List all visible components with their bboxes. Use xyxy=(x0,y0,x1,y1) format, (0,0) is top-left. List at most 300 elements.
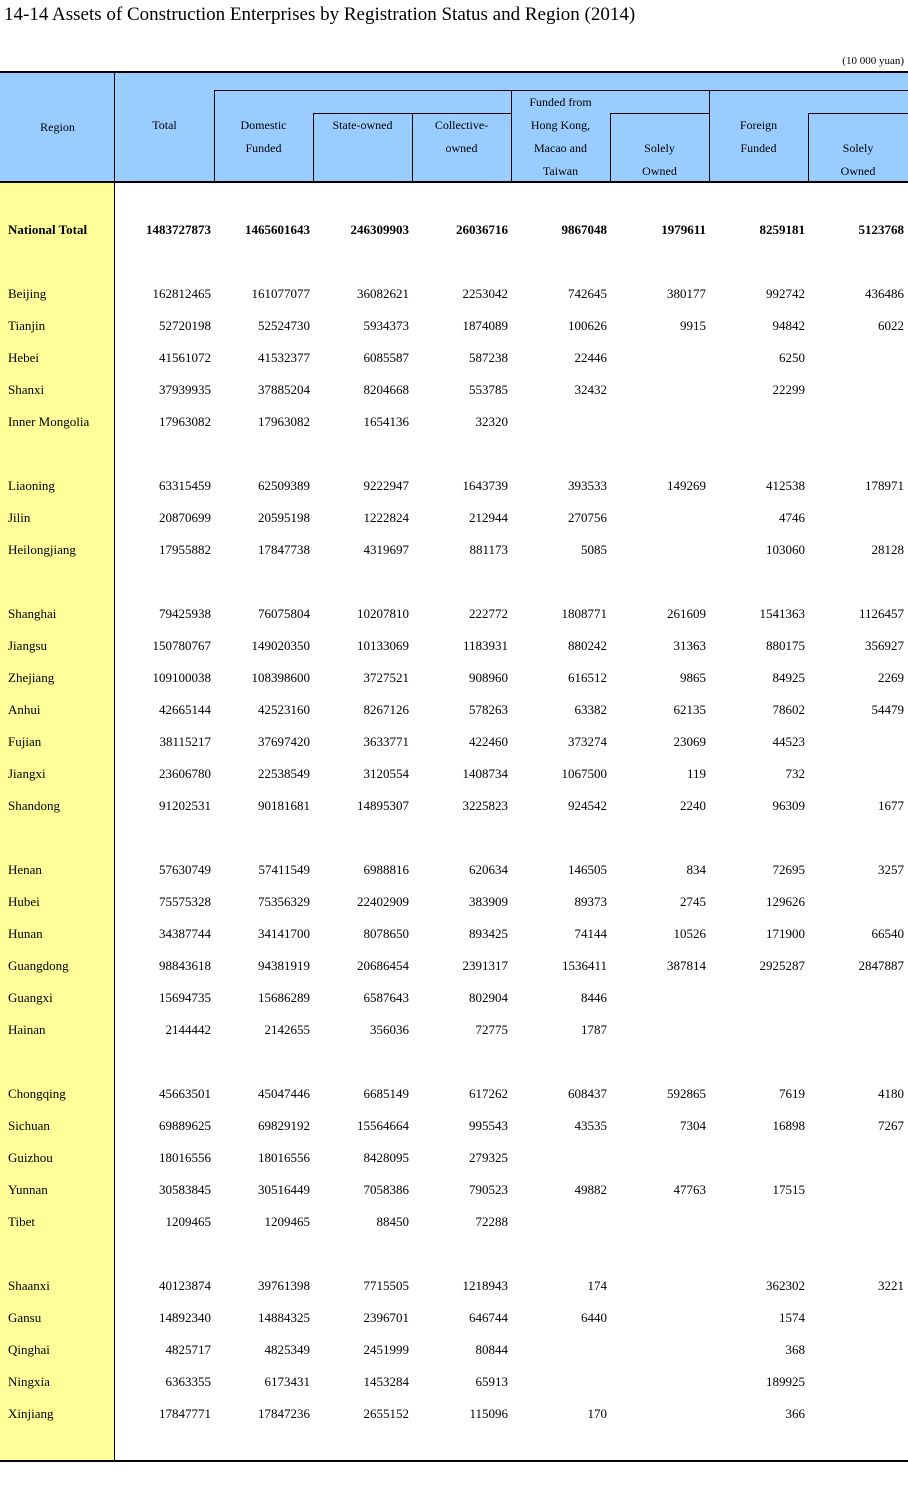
header-domestic-1: Domestic xyxy=(240,118,287,132)
table-row xyxy=(0,606,908,626)
header-foreign-2: Funded xyxy=(740,141,777,155)
table-cell: 3633771 xyxy=(363,734,409,749)
table-row xyxy=(0,990,908,1010)
table-cell: 9867048 xyxy=(561,222,607,237)
table-cell: 150780767 xyxy=(152,638,211,653)
table-row xyxy=(0,702,908,722)
table-cell: 37697420 xyxy=(258,734,310,749)
table-cell: 8428095 xyxy=(363,1150,409,1165)
region-column-background xyxy=(0,182,115,1460)
table-cell: 15694735 xyxy=(159,990,211,1005)
table-cell: 52720198 xyxy=(159,318,211,333)
table-cell: 1874089 xyxy=(462,318,508,333)
table-cell: 270756 xyxy=(568,510,607,525)
table-cell: 1536411 xyxy=(561,958,607,973)
table-cell: 30516449 xyxy=(258,1182,310,1197)
table-cell: 7715505 xyxy=(363,1278,409,1293)
header-total: Total xyxy=(152,118,177,132)
table-row xyxy=(0,510,908,530)
table-row xyxy=(0,734,908,754)
table-cell: 17515 xyxy=(772,1182,805,1197)
header-collective-2: owned xyxy=(445,141,478,155)
table-cell: 2745 xyxy=(680,894,706,909)
table-cell: 4825349 xyxy=(264,1342,310,1357)
header-foreign-solely-1: Solely xyxy=(842,141,874,155)
table-cell: 63382 xyxy=(574,702,607,717)
table-cell: 103060 xyxy=(766,542,805,557)
table-row xyxy=(0,542,908,562)
header-line xyxy=(808,113,908,114)
header-hmt-3: Macao and xyxy=(534,141,587,155)
region-name: Gansu xyxy=(8,1310,42,1325)
table-cell: 992742 xyxy=(766,286,805,301)
table-cell: 6988816 xyxy=(363,862,409,877)
table-cell: 20686454 xyxy=(357,958,409,973)
table-cell: 80844 xyxy=(475,1342,508,1357)
region-name: Sichuan xyxy=(8,1118,50,1133)
table-cell: 373274 xyxy=(568,734,607,749)
header-rule xyxy=(0,181,908,183)
table-row xyxy=(0,286,908,306)
table-row xyxy=(0,926,908,946)
table-cell: 356036 xyxy=(370,1022,409,1037)
region-name: Anhui xyxy=(8,702,41,717)
table-cell: 834 xyxy=(686,862,706,877)
table-cell: 9865 xyxy=(680,670,706,685)
table-cell: 20870699 xyxy=(159,510,211,525)
header-foreign-1: Foreign xyxy=(739,118,778,132)
table-cell: 1209465 xyxy=(264,1214,310,1229)
table-cell: 49882 xyxy=(574,1182,607,1197)
table-cell: 368 xyxy=(785,1342,805,1357)
table-cell: 79425938 xyxy=(159,606,211,621)
table-row xyxy=(0,1374,908,1394)
national-total-row xyxy=(0,222,908,242)
region-name: Jiangsu xyxy=(8,638,47,653)
table-row xyxy=(0,478,908,498)
table-cell: 8446 xyxy=(581,990,607,1005)
table-cell: 2655152 xyxy=(363,1406,409,1421)
table-cell: 42523160 xyxy=(258,702,310,717)
table-cell: 790523 xyxy=(469,1182,508,1197)
table-row xyxy=(0,894,908,914)
header-hmt-2: Hong Kong, xyxy=(530,118,591,132)
header-collective-1: Collective- xyxy=(434,118,489,132)
table-cell: 45047446 xyxy=(258,1086,310,1101)
table-cell: 62135 xyxy=(673,702,706,717)
table-cell: 380177 xyxy=(667,286,706,301)
table-cell: 74144 xyxy=(574,926,607,941)
table-cell: 2253042 xyxy=(462,286,508,301)
region-name: Beijing xyxy=(8,286,47,301)
table-cell: 9222947 xyxy=(363,478,409,493)
table-cell: 1654136 xyxy=(363,414,409,429)
table-cell: 75356329 xyxy=(258,894,310,909)
table-cell: 3225823 xyxy=(462,798,508,813)
header-line xyxy=(610,113,709,114)
table-cell: 6440 xyxy=(581,1310,607,1325)
header-domestic-2: Funded xyxy=(245,141,282,155)
table-cell: 108398600 xyxy=(251,670,310,685)
table-cell: 1643739 xyxy=(462,478,508,493)
table-cell: 10526 xyxy=(673,926,706,941)
table-cell: 89373 xyxy=(574,894,607,909)
region-name: Hainan xyxy=(8,1022,46,1037)
region-name: Guizhou xyxy=(8,1150,53,1165)
table-cell: 69829192 xyxy=(258,1118,310,1133)
table-cell: 1574 xyxy=(779,1310,805,1325)
table-cell: 3257 xyxy=(878,862,904,877)
region-name: Liaoning xyxy=(8,478,55,493)
table-cell: 1541363 xyxy=(759,606,805,621)
table-cell: 43535 xyxy=(574,1118,607,1133)
region-name: National Total xyxy=(8,222,88,237)
table-cell: 2391317 xyxy=(462,958,508,973)
table-cell: 995543 xyxy=(469,1118,508,1133)
table-cell: 1067500 xyxy=(561,766,607,781)
table-row xyxy=(0,1342,908,1362)
table-cell: 2925287 xyxy=(759,958,805,973)
table-cell: 189925 xyxy=(766,1374,805,1389)
table-cell: 2847887 xyxy=(858,958,904,973)
table-row xyxy=(0,1182,908,1202)
table-cell: 5085 xyxy=(581,542,607,557)
table-cell: 2396701 xyxy=(363,1310,409,1325)
table-row xyxy=(0,318,908,338)
table-cell: 1408734 xyxy=(462,766,508,781)
table-cell: 5934373 xyxy=(363,318,409,333)
table-cell: 2142655 xyxy=(264,1022,310,1037)
table-cell: 7619 xyxy=(779,1086,805,1101)
table-cell: 42665144 xyxy=(159,702,211,717)
table-cell: 170 xyxy=(587,1406,607,1421)
table-row xyxy=(0,638,908,658)
table-cell: 84925 xyxy=(772,670,805,685)
table-cell: 1787 xyxy=(581,1022,607,1037)
table-cell: 366 xyxy=(785,1406,805,1421)
bottom-rule xyxy=(0,1460,908,1462)
table-cell: 96309 xyxy=(772,798,805,813)
table-cell: 18016556 xyxy=(258,1150,310,1165)
region-name: Shanxi xyxy=(8,382,45,397)
table-cell: 174 xyxy=(587,1278,607,1293)
region-name: Qinghai xyxy=(8,1342,50,1357)
table-cell: 15564664 xyxy=(357,1118,409,1133)
region-name: Xinjiang xyxy=(8,1406,54,1421)
table-cell: 22402909 xyxy=(357,894,409,909)
region-name: Fujian xyxy=(8,734,42,749)
region-name: Zhejiang xyxy=(8,670,55,685)
table-row xyxy=(0,1406,908,1426)
table-cell: 69889625 xyxy=(159,1118,211,1133)
table-cell: 23606780 xyxy=(159,766,211,781)
region-name: Heilongjiang xyxy=(8,542,76,557)
table-row xyxy=(0,958,908,978)
table-cell: 171900 xyxy=(766,926,805,941)
table-cell: 1222824 xyxy=(363,510,409,525)
table-cell: 161077077 xyxy=(251,286,310,301)
table-cell: 6685149 xyxy=(363,1086,409,1101)
region-name: Yunnan xyxy=(8,1182,48,1197)
region-name: Inner Mongolia xyxy=(8,414,90,429)
table-cell: 742645 xyxy=(568,286,607,301)
table-cell: 6173431 xyxy=(264,1374,310,1389)
table-cell: 924542 xyxy=(568,798,607,813)
table-cell: 57630749 xyxy=(159,862,211,877)
table-cell: 1465601643 xyxy=(245,222,310,237)
table-cell: 47763 xyxy=(673,1182,706,1197)
table-cell: 36082621 xyxy=(357,286,409,301)
table-cell: 6363355 xyxy=(165,1374,211,1389)
table-cell: 57411549 xyxy=(258,862,310,877)
table-cell: 9915 xyxy=(680,318,706,333)
table-cell: 88450 xyxy=(376,1214,409,1229)
table-cell: 222772 xyxy=(469,606,508,621)
table-cell: 100626 xyxy=(568,318,607,333)
table-cell: 18016556 xyxy=(159,1150,211,1165)
table-cell: 279325 xyxy=(469,1150,508,1165)
table-cell: 32320 xyxy=(475,414,508,429)
table-cell: 1126457 xyxy=(858,606,904,621)
table-row xyxy=(0,670,908,690)
table-cell: 90181681 xyxy=(258,798,310,813)
table-cell: 37885204 xyxy=(258,382,310,397)
table-cell: 40123874 xyxy=(159,1278,211,1293)
region-name: Shandong xyxy=(8,798,60,813)
table-cell: 1209465 xyxy=(165,1214,211,1229)
header-solely-2: Owned xyxy=(642,164,677,178)
header-foreign-solely-2: Owned xyxy=(840,164,876,178)
table-cell: 17847771 xyxy=(159,1406,211,1421)
table-row xyxy=(0,862,908,882)
table-cell: 362302 xyxy=(766,1278,805,1293)
table-row xyxy=(0,798,908,818)
table-cell: 387814 xyxy=(667,958,706,973)
table-cell: 6085587 xyxy=(363,350,409,365)
table-cell: 578263 xyxy=(469,702,508,717)
table-cell: 91202531 xyxy=(159,798,211,813)
table-cell: 65913 xyxy=(475,1374,508,1389)
table-row xyxy=(0,1118,908,1138)
table-cell: 1183931 xyxy=(462,638,508,653)
table-cell: 592865 xyxy=(667,1086,706,1101)
table-title: 14-14 Assets of Construction Enterprises by Registration Status and Region (2014) xyxy=(4,4,636,25)
region-name: Henan xyxy=(8,862,42,877)
table-cell: 4319697 xyxy=(363,542,409,557)
table-cell: 37939935 xyxy=(159,382,211,397)
table-cell: 553785 xyxy=(469,382,508,397)
table-row xyxy=(0,1086,908,1106)
table-cell: 66540 xyxy=(871,926,904,941)
region-name: Hubei xyxy=(8,894,40,909)
table-cell: 14895307 xyxy=(357,798,409,813)
table-cell: 115096 xyxy=(469,1406,508,1421)
region-name: Guangdong xyxy=(8,958,69,973)
table-cell: 72695 xyxy=(772,862,805,877)
table-cell: 3221 xyxy=(878,1278,904,1293)
table-cell: 17955882 xyxy=(159,542,211,557)
table-cell: 7304 xyxy=(680,1118,706,1133)
region-name: Hebei xyxy=(8,350,40,365)
region-name: Shaanxi xyxy=(8,1278,50,1293)
table-cell: 10207810 xyxy=(357,606,409,621)
table-cell: 14892340 xyxy=(159,1310,211,1325)
table-cell: 802904 xyxy=(469,990,508,1005)
table-cell: 22538549 xyxy=(258,766,310,781)
table-cell: 17847236 xyxy=(258,1406,310,1421)
table-cell: 94381919 xyxy=(258,958,310,973)
table-cell: 393533 xyxy=(568,478,607,493)
table-cell: 129626 xyxy=(766,894,805,909)
table-cell: 15686289 xyxy=(258,990,310,1005)
region-name: Shanghai xyxy=(8,606,57,621)
table-cell: 4180 xyxy=(878,1086,904,1101)
table-cell: 149020350 xyxy=(251,638,310,653)
table-cell: 880242 xyxy=(568,638,607,653)
table-cell: 6250 xyxy=(779,350,805,365)
table-cell: 5123768 xyxy=(858,222,904,237)
table-cell: 44523 xyxy=(772,734,805,749)
table-cell: 30583845 xyxy=(159,1182,211,1197)
table-cell: 1808771 xyxy=(561,606,607,621)
table-cell: 20595198 xyxy=(258,510,310,525)
table-cell: 8078650 xyxy=(363,926,409,941)
table-cell: 54479 xyxy=(871,702,904,717)
table-cell: 3120554 xyxy=(363,766,409,781)
table-cell: 72775 xyxy=(475,1022,508,1037)
table-row xyxy=(0,766,908,786)
table-row xyxy=(0,1214,908,1234)
table-cell: 17963082 xyxy=(258,414,310,429)
table-cell: 22446 xyxy=(574,350,607,365)
table-cell: 2144442 xyxy=(165,1022,211,1037)
region-name: Tibet xyxy=(8,1214,35,1229)
table-cell: 162812465 xyxy=(152,286,211,301)
table-cell: 98843618 xyxy=(159,958,211,973)
table-cell: 7267 xyxy=(878,1118,904,1133)
table-cell: 616512 xyxy=(568,670,607,685)
header-hmt-4: Taiwan xyxy=(542,164,579,178)
table-cell: 587238 xyxy=(469,350,508,365)
region-name: Guangxi xyxy=(8,990,53,1005)
table-cell: 261609 xyxy=(667,606,706,621)
table-cell: 119 xyxy=(686,766,706,781)
table-cell: 8267126 xyxy=(363,702,409,717)
table-cell: 4825717 xyxy=(165,1342,211,1357)
table-cell: 212944 xyxy=(469,510,508,525)
table-cell: 78602 xyxy=(772,702,805,717)
table-cell: 34141700 xyxy=(258,926,310,941)
table-cell: 75575328 xyxy=(159,894,211,909)
table-row xyxy=(0,414,908,434)
table-cell: 2240 xyxy=(680,798,706,813)
table-cell: 146505 xyxy=(568,862,607,877)
table-cell: 31363 xyxy=(673,638,706,653)
table-cell: 1453284 xyxy=(363,1374,409,1389)
table-cell: 1483727873 xyxy=(146,222,211,237)
table-cell: 94842 xyxy=(772,318,805,333)
table-cell: 383909 xyxy=(469,894,508,909)
region-name: Chongqing xyxy=(8,1086,66,1101)
table-row xyxy=(0,1022,908,1042)
table-cell: 412538 xyxy=(766,478,805,493)
region-name: Ningxia xyxy=(8,1374,50,1389)
table-cell: 72288 xyxy=(475,1214,508,1229)
table-row xyxy=(0,1278,908,1298)
table-cell: 149269 xyxy=(667,478,706,493)
table-row xyxy=(0,382,908,402)
region-name: Tianjin xyxy=(8,318,46,333)
table-cell: 6587643 xyxy=(363,990,409,1005)
table-cell: 14884325 xyxy=(258,1310,310,1325)
table-cell: 178971 xyxy=(865,478,904,493)
table-cell: 246309903 xyxy=(350,222,409,237)
table-cell: 908960 xyxy=(469,670,508,685)
region-name: Hunan xyxy=(8,926,43,941)
table-row xyxy=(0,1310,908,1330)
table-cell: 617262 xyxy=(469,1086,508,1101)
table-cell: 4746 xyxy=(779,510,805,525)
table-cell: 893425 xyxy=(469,926,508,941)
table-cell: 38115217 xyxy=(159,734,211,749)
table-cell: 7058386 xyxy=(363,1182,409,1197)
table-cell: 34387744 xyxy=(159,926,211,941)
table-row xyxy=(0,350,908,370)
table-cell: 3727521 xyxy=(363,670,409,685)
table-cell: 26036716 xyxy=(456,222,508,237)
table-cell: 17963082 xyxy=(159,414,211,429)
table-cell: 32432 xyxy=(574,382,607,397)
table-cell: 39761398 xyxy=(258,1278,310,1293)
table-cell: 17847738 xyxy=(258,542,310,557)
unit-label: (10 000 yuan) xyxy=(842,55,904,67)
table-cell: 22299 xyxy=(772,382,805,397)
table-cell: 1218943 xyxy=(462,1278,508,1293)
header-hmt-1: Funded from xyxy=(529,95,592,109)
table-cell: 881173 xyxy=(469,542,508,557)
table-cell: 1677 xyxy=(878,798,904,813)
table-cell: 6022 xyxy=(878,318,904,333)
table-cell: 76075804 xyxy=(258,606,310,621)
table-cell: 16898 xyxy=(772,1118,805,1133)
table-row xyxy=(0,1150,908,1170)
header-state-owned: State-owned xyxy=(332,118,393,132)
table-cell: 10133069 xyxy=(357,638,409,653)
table-cell: 608437 xyxy=(568,1086,607,1101)
region-name: Jilin xyxy=(8,510,31,525)
table-cell: 8204668 xyxy=(363,382,409,397)
table-cell: 436486 xyxy=(865,286,904,301)
table-cell: 45663501 xyxy=(159,1086,211,1101)
table-cell: 23069 xyxy=(673,734,706,749)
table-cell: 41532377 xyxy=(258,350,310,365)
table-cell: 8259181 xyxy=(759,222,805,237)
table-cell: 2269 xyxy=(878,670,904,685)
table-cell: 63315459 xyxy=(159,478,211,493)
header-region: Region xyxy=(40,120,75,134)
table-cell: 109100038 xyxy=(152,670,211,685)
table-cell: 52524730 xyxy=(258,318,310,333)
table-cell: 356927 xyxy=(865,638,904,653)
table-cell: 646744 xyxy=(469,1310,508,1325)
table-cell: 1979611 xyxy=(661,222,706,237)
table-cell: 28128 xyxy=(871,542,904,557)
table-cell: 41561072 xyxy=(159,350,211,365)
table-cell: 2451999 xyxy=(363,1342,409,1357)
table-cell: 732 xyxy=(785,766,805,781)
table-cell: 620634 xyxy=(469,862,508,877)
table-cell: 880175 xyxy=(766,638,805,653)
